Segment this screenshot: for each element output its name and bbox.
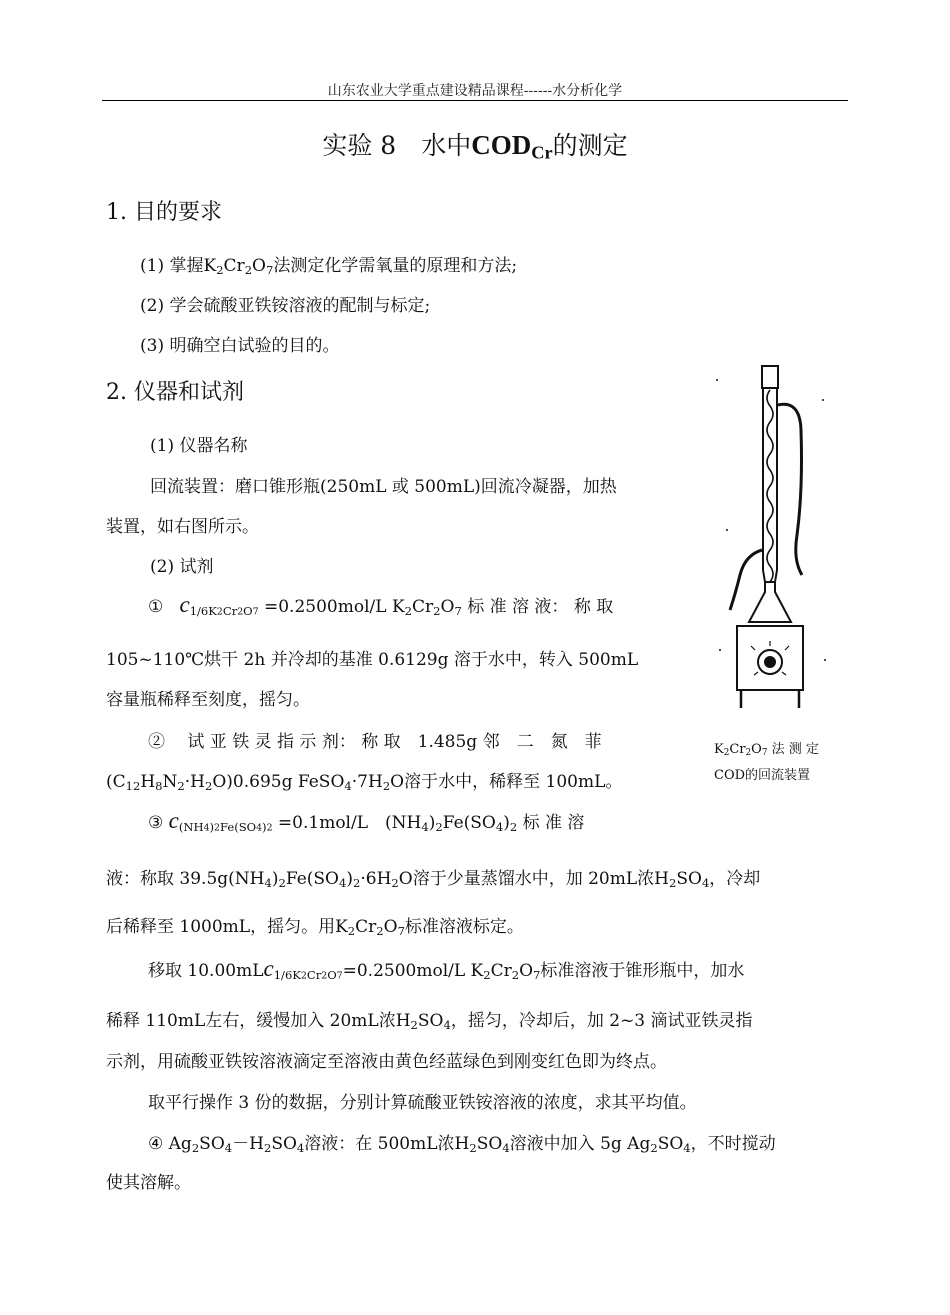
running-header: 山东农业大学重点建设精品课程------水分析化学 bbox=[327, 83, 623, 99]
reagent-3-line-2: 液：称取 $39.5g(NH_4)_2Fe(SO_4)_2\cdot 6H_2O$溶于少量蒸馏水中，加 20mL浓$H_2SO_4$，冷却 bbox=[106, 869, 761, 890]
reagent-1-line-2: 105~110℃烘干 2h 并冷却的基准 0.6129g 溶于水中，转入 500mL bbox=[106, 650, 639, 670]
reagent-4-line-2: 使其溶解。 bbox=[106, 1173, 191, 1193]
apparatus-line-2: 装置，如右图所示。 bbox=[106, 517, 259, 537]
reagent-3-line-1: ③ $c_{(NH4)2Fe(SO4)2} =0.1mol/L$ $(NH_4)_2Fe(SO_4)_2$ 标 准 溶 bbox=[148, 808, 585, 834]
page-title: 实验 8 水中$COD_{Cr}$的测定 bbox=[322, 130, 628, 163]
subheading-reagents: (2) 试剂 bbox=[150, 557, 214, 577]
reflux-apparatus-figure bbox=[705, 360, 835, 715]
figure-caption-line-1: $K_2Cr_2O_7$ 法 测 定 bbox=[714, 742, 819, 759]
section-2-heading: 2. 仪器和试剂 bbox=[106, 380, 244, 405]
reagent-2-line-1: ② 试 亚 铁 灵 指 示 剂： 称 取 1.485g 邻 二 氮 菲 bbox=[148, 732, 602, 752]
calibration-line-1: 移取 10.00mLc$_{1/6K2Cr2O7}$=0.2500mol/L $K_2Cr_2O_7$标准溶液于锥形瓶中，加水 bbox=[148, 956, 745, 982]
goal-item-3: (3) 明确空白试验的目的。 bbox=[140, 336, 340, 356]
calibration-line-3: 示剂，用硫酸亚铁铵溶液滴定至溶液由黄色经蓝绿色到刚变红色即为终点。 bbox=[106, 1052, 667, 1072]
goal-item-1: (1) 掌握$K_2Cr_2O_7$法测定化学需氧量的原理和方法; bbox=[140, 256, 518, 277]
reagent-3-line-3: 后稀释至 1000mL，摇匀。用$K_2Cr_2O_7$标准溶液标定。 bbox=[106, 917, 524, 938]
goal-item-2: (2) 学会硫酸亚铁铵溶液的配制与标定; bbox=[140, 296, 431, 316]
reagent-1-line-3: 容量瓶稀释至刻度，摇匀。 bbox=[106, 690, 310, 710]
section-1-heading: 1. 目的要求 bbox=[106, 200, 222, 225]
calibration-line-4: 取平行操作 3 份的数据，分别计算硫酸亚铁铵溶液的浓度，求其平均值。 bbox=[148, 1093, 697, 1113]
subheading-instruments: (1) 仪器名称 bbox=[150, 436, 248, 456]
calibration-line-2: 稀释 110mL左右，缓慢加入 20mL浓$H_2SO_4$，摇匀，冷却后，加 2~3 滴试亚铁灵指 bbox=[106, 1011, 753, 1032]
reagent-2-line-2: $(C_{12}H_8N_2\cdot H_2O)0.695g$ $FeSO_4\cdot 7H_2O$溶于水中，稀释至 100mL。 bbox=[106, 772, 623, 793]
reagent-1-line-1: ① $c_{1/6K2Cr2O7} =0.2500mol/L$ $K_2Cr_2O_7$ 标 准 溶 液： 称 取 bbox=[148, 592, 614, 618]
reagent-4-line-1: ④ $Ag_2SO_4-H_2SO_4$溶液：在 500mL浓$H_2SO_4$溶液中加入 5g $Ag_2SO_4$，不时搅动 bbox=[148, 1134, 776, 1155]
figure-caption-line-2: COD的回流装置 bbox=[714, 768, 811, 783]
header-rule bbox=[102, 100, 848, 101]
apparatus-line-1: 回流装置：磨口锥形瓶(250mL 或 500mL)回流冷凝器，加热 bbox=[150, 477, 617, 497]
